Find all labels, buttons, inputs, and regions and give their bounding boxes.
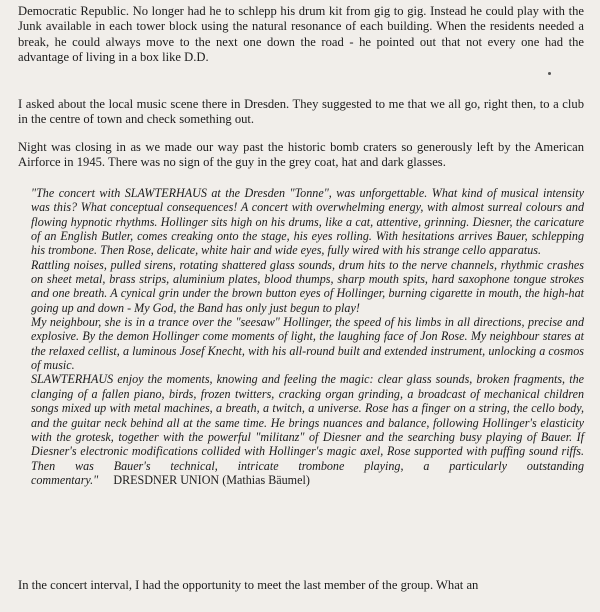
quote-paragraph-noises: Rattling noises, pulled sirens, rotating shattered glass sounds, drum hits to the nerve channels, rhythmic crashes on sheet metal, brass strips, aluminium plates, blood thumps, sharp mouth spits, hard saxophone tongue strokes and one breath. A cynical grin under the brown button eyes of Hollinger, burning cigarette in mouth, the high-hat going up and down - My God, the Band has only just begun to play! (31, 257, 584, 315)
quote-paragraph-magic-text: SLAWTERHAUS enjoy the moments, knowing and feeling the magic: clear glass sounds, broken fragments, the clanging of a fallen piano, birds, frozen twitters, cracking organ grinding, a broadcast of mechanical children songs mixed up with metal machines, a breath, a twitch, a universe. Rose has a finger on a string, the cello body, and the guitar neck behind all at the same time. He brings nuances and balance, following Hollinger's elasticity with the grotesk, together with the powerful "militanz" of Diesner and the searching busy playing of Bauer. If Diesner's electronic modifications collided with Hollinger's magic axel, Rose supported with puffing sound riffs. Then was Bauer's technical, intricate trombone playing, a particularly outstanding commentary." (31, 372, 584, 487)
paragraph-music-scene: I asked about the local music scene there in Dresden. They suggested to me that we all go, right then, to a club in the centre of town and check something out. (18, 97, 584, 127)
quote-paragraph-concert: "The concert with SLAWTERHAUS at the Dresden "Tonne", was unforgettable. What kind of musical intensity was this? What conceptual consequences! A concert with overwhelming energy, with almost surreal colours and flowing hypnotic rhythms. Hollinger sits high on his drums, like a cat, attentive, grinning. Diesner, the caricature of an English Butler, comes creaking onto the stage, his eyes rolling. With hesitations arrives Bauer, schlepping his trombone. Then Rose, delicate, white hair and wide eyes, fully wired with his strange cello apparatus. (31, 186, 584, 258)
concert-review-quote (31, 186, 584, 487)
quote-paragraph-magic (31, 372, 584, 487)
paragraph-night: Night was closing in as we made our way past the historic bomb craters so generously left by the American Airforce in 1945. There was no sign of the guy in the grey coat, hat and dark glasses. (18, 140, 584, 170)
quote-paragraph-neighbour: My neighbour, she is in a trance over the "seesaw" Hollinger, the speed of his limbs in all directions, precise and explosive. By the demon Hollinger come moments of light, the laughing face of Jon Rose. My neighbour stares at the relaxed cellist, a luminous Josef Knecht, with his all-round built and extended instrument, unlocking a cosmos of music. (31, 315, 584, 373)
paragraph-drum-kit: Democratic Republic. No longer had he to schlepp his drum kit from gig to gig. Instead he could play with the Junk available in each tower block using the natural resonance of each building. When the residents needed a break, he could always move to the next one down the road - he pointed out that not every one had the advantage of living in a box like D.D. (18, 4, 584, 65)
paragraph-interval: In the concert interval, I had the opportunity to meet the last member of the group. What an (18, 578, 479, 592)
quote-source: DRESDNER UNION (Mathias Bäumel) (113, 472, 310, 487)
speck-mark (548, 72, 551, 75)
